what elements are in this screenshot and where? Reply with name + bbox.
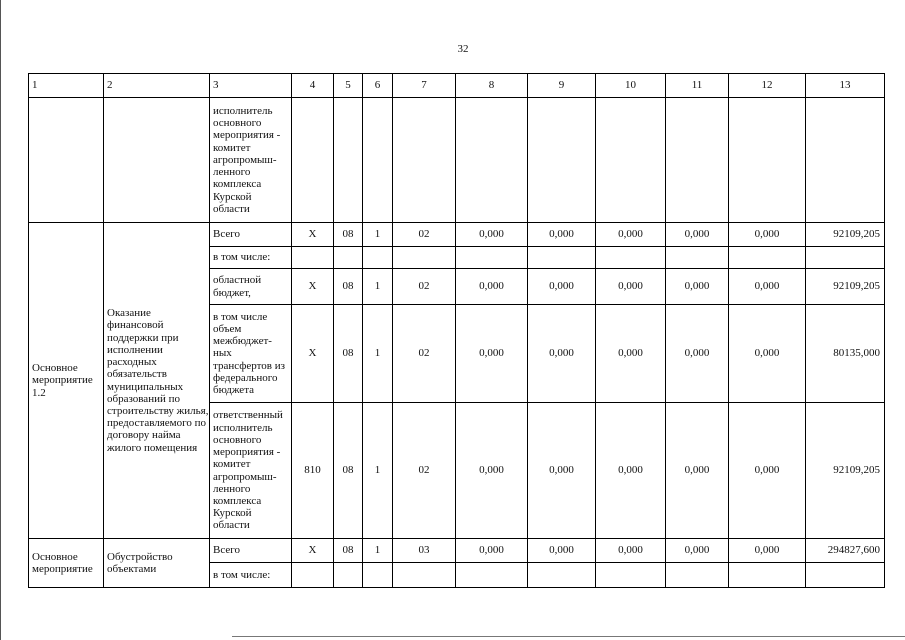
value-cell: 08 (334, 223, 363, 247)
empty-cell (528, 247, 596, 269)
header-cell-1: 1 (29, 74, 104, 98)
budget-table (28, 73, 885, 588)
header-cell-6: 6 (363, 74, 393, 98)
header-cell-3: 3 (210, 74, 292, 98)
value-cell: 0,000 (596, 223, 666, 247)
header-cell-7: 7 (393, 74, 456, 98)
row-label: ответственный исполнитель основного мероприятия - комитет агропромыш- ленного комплекса Курской области (210, 403, 292, 539)
header-cell-9: 9 (528, 74, 596, 98)
header-row (29, 74, 885, 98)
total-cell: 92109,205 (806, 223, 885, 247)
value-cell: 0,000 (596, 539, 666, 563)
empty-cell (104, 98, 210, 223)
value-cell: 0,000 (456, 403, 528, 539)
value-cell: 1 (363, 223, 393, 247)
value-cell: 02 (393, 223, 456, 247)
value-cell: Х (292, 223, 334, 247)
executor-label: исполнитель основного мероприятия - комитет агропромыш- ленного комплекса Курской области (210, 98, 292, 223)
value-cell: 08 (334, 305, 363, 403)
empty-cell (528, 563, 596, 588)
value-cell: 0,000 (596, 403, 666, 539)
measure-description: Оказание финансовой поддержки при исполнении расходных обязательств муниципальных образований по строительству жилья, предоставляемого по договору найма жилого помещения (104, 223, 210, 539)
row-label: Всего (210, 223, 292, 247)
header-cell-11: 11 (666, 74, 729, 98)
empty-cell (292, 98, 334, 223)
empty-cell (596, 98, 666, 223)
page-number: 32 (457, 43, 469, 55)
header-cell-13: 13 (806, 74, 885, 98)
value-cell: Х (292, 539, 334, 563)
value-cell: Х (292, 305, 334, 403)
value-cell: 02 (393, 403, 456, 539)
empty-cell (666, 563, 729, 588)
empty-cell (806, 247, 885, 269)
empty-cell (363, 98, 393, 223)
empty-cell (596, 563, 666, 588)
empty-cell (393, 247, 456, 269)
value-cell: Х (292, 269, 334, 305)
scan-edge-left (0, 0, 1, 640)
empty-cell (666, 247, 729, 269)
value-cell: 0,000 (666, 269, 729, 305)
value-cell: 0,000 (729, 269, 806, 305)
empty-cell (729, 247, 806, 269)
value-cell: 08 (334, 539, 363, 563)
empty-cell (363, 563, 393, 588)
value-cell: 0,000 (729, 403, 806, 539)
empty-cell (456, 98, 528, 223)
header-cell-2: 2 (104, 74, 210, 98)
value-cell: 0,000 (666, 403, 729, 539)
empty-cell (729, 563, 806, 588)
value-cell: 0,000 (528, 223, 596, 247)
measure-name: Основное мероприятие (29, 539, 104, 588)
value-cell: 0,000 (729, 223, 806, 247)
measure-name: Основное мероприятие 1.2 (29, 223, 104, 539)
header-cell-8: 8 (456, 74, 528, 98)
header-cell-10: 10 (596, 74, 666, 98)
empty-cell (528, 98, 596, 223)
value-cell: 1 (363, 269, 393, 305)
row-label: в том числе объем межбюджет- ных трансфертов из федерального бюджета (210, 305, 292, 403)
value-cell: 0,000 (456, 539, 528, 563)
value-cell: 1 (363, 403, 393, 539)
value-cell: 0,000 (456, 223, 528, 247)
value-cell: 02 (393, 269, 456, 305)
scan-edge-bottom (232, 636, 905, 637)
value-cell: 0,000 (528, 305, 596, 403)
value-cell: 0,000 (596, 305, 666, 403)
header-cell-5: 5 (334, 74, 363, 98)
total-cell: 92109,205 (806, 403, 885, 539)
empty-cell (456, 247, 528, 269)
empty-cell (393, 563, 456, 588)
empty-cell (334, 247, 363, 269)
value-cell: 810 (292, 403, 334, 539)
total-cell: 92109,205 (806, 269, 885, 305)
empty-cell (666, 98, 729, 223)
value-cell: 0,000 (456, 269, 528, 305)
empty-cell (334, 563, 363, 588)
empty-cell (292, 563, 334, 588)
table-row (29, 539, 885, 563)
total-cell: 80135,000 (806, 305, 885, 403)
value-cell: 1 (363, 305, 393, 403)
header-cell-12: 12 (729, 74, 806, 98)
empty-cell (334, 98, 363, 223)
value-cell: 0,000 (729, 539, 806, 563)
empty-cell (456, 563, 528, 588)
row-label: в том числе: (210, 247, 292, 269)
value-cell: 0,000 (528, 269, 596, 305)
empty-cell (292, 247, 334, 269)
value-cell: 0,000 (666, 539, 729, 563)
value-cell: 1 (363, 539, 393, 563)
empty-cell (729, 98, 806, 223)
value-cell: 0,000 (528, 539, 596, 563)
value-cell: 08 (334, 403, 363, 539)
value-cell: 02 (393, 305, 456, 403)
measure-description: Обустройство объектами (104, 539, 210, 588)
value-cell: 0,000 (666, 305, 729, 403)
empty-cell (363, 247, 393, 269)
value-cell: 0,000 (729, 305, 806, 403)
value-cell: 0,000 (528, 403, 596, 539)
row-label: областной бюджет, (210, 269, 292, 305)
value-cell: 0,000 (456, 305, 528, 403)
row-label: в том числе: (210, 563, 292, 588)
table-row (29, 223, 885, 247)
empty-cell (806, 98, 885, 223)
empty-cell (393, 98, 456, 223)
value-cell: 03 (393, 539, 456, 563)
value-cell: 0,000 (666, 223, 729, 247)
row-label: Всего (210, 539, 292, 563)
header-cell-4: 4 (292, 74, 334, 98)
total-cell: 294827,600 (806, 539, 885, 563)
empty-cell (596, 247, 666, 269)
value-cell: 0,000 (596, 269, 666, 305)
empty-cell (806, 563, 885, 588)
continuation-row (29, 98, 885, 223)
empty-cell (29, 98, 104, 223)
value-cell: 08 (334, 269, 363, 305)
